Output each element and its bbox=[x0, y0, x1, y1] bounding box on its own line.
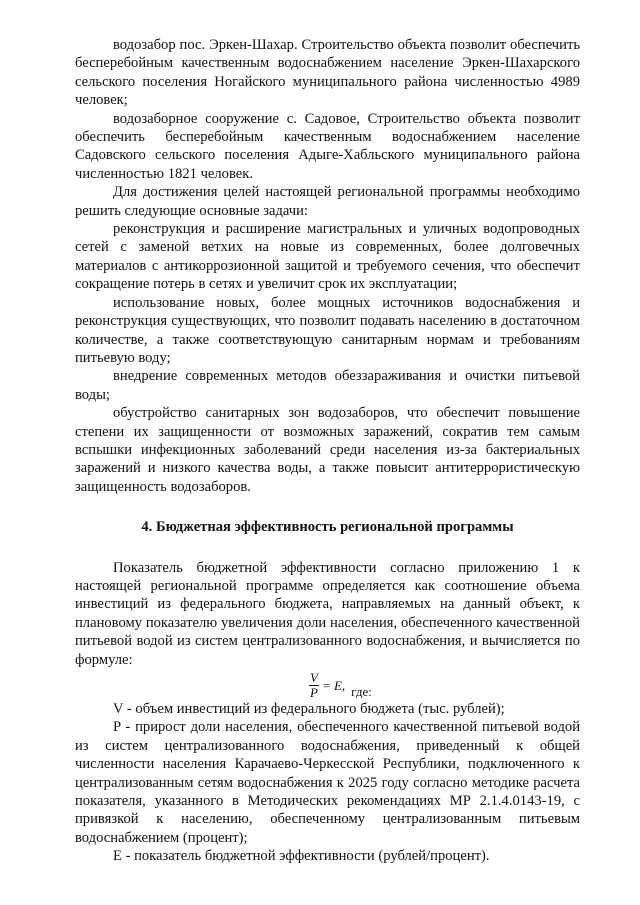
paragraph-erken-shahar: водозабор пос. Эркен-Шахар. Строительство объекта позволит обеспечить бесперебойным качественным водоснабжением население Эркен-Шахарского сельского поселения Ногайского муниципального района численностью 4989 человек; bbox=[75, 37, 580, 109]
definition-e: E - показатель бюджетной эффективности (рублей/процент). bbox=[113, 848, 490, 865]
section-heading: 4. Бюджетная эффективность региональной программы bbox=[141, 519, 514, 536]
paragraph-sadovoe: водозаборное сооружение с. Садовое, Строительство объекта позволит обеспечить бесперебойным качественным водоснабжением население Садовского сельского поселения Адыге-Хабльского муниципального района численностью 1821 человек. bbox=[75, 110, 580, 182]
paragraph-task-reconstruction: реконструкция и расширение магистральных и уличных водопроводных сетей с заменой ветхих на новые из современных, более долговечных материалов с антикоррозионной защитой и требуемого сечения, что обеспечит сокращение потерь в сетях и увеличит срок их эксплуатации; bbox=[75, 221, 580, 293]
formula bbox=[75, 671, 580, 700]
formula-equals: = E, bbox=[321, 677, 346, 693]
definition-p: P - прирост доли населения, обеспеченного качественной питьевой водой из систем централизованного водоснабжения, приведенный к общей численности населения Карачаево-Черкесской Республики, подключенного к централизованным сетям водоснабжения к 2025 году согласно методике расчета показателя, указанного в Методических рекомендациях МР 2.1.4.0143-19, с привязкой к населению, обеспеченному централизованным питьевым водоснабжением (процент); bbox=[75, 719, 580, 846]
formula-numerator: V bbox=[310, 670, 318, 685]
paragraph-task-disinfection: внедрение современных методов обеззараживания и очистки питьевой воды; bbox=[75, 368, 580, 403]
paragraph-task-sanitary-zones: обустройство санитарных зон водозаборов, что обеспечит повышение степени их защищенности от возможных заражений, сократив тем самым вспышки инфекционных заболеваний среди населения из-за бактериальных заражений и низкого качества воды, а также повысит антитеррористическую защищенность водозаборов. bbox=[75, 405, 580, 495]
formula-fraction bbox=[309, 671, 319, 700]
paragraph-task-sources: использование новых, более мощных источников водоснабжения и реконструкция существующих, что позволит подавать населению в достаточном количестве, а также соответствующую санитарным нормам и требованиям питьевую воду; bbox=[75, 294, 580, 366]
definition-v: V - объем инвестиций из федерального бюджета (тыс. рублей); bbox=[113, 701, 505, 717]
paragraph-goals: Для достижения целей настоящей региональной программы необходимо решить следующие основные задачи: bbox=[75, 184, 580, 219]
formula-denominator: P bbox=[310, 685, 318, 700]
paragraph-intro-formula: Показатель бюджетной эффективности согласно приложению 1 к настоящей региональной программе определяется как соотношение объема инвестиций из федерального бюджета, направляемых на данный объект, к плановому показателю увеличения доли населения, обеспеченного качественной питьевой водой из систем централизованного водоснабжения, и вычисляется по формуле: bbox=[75, 559, 580, 668]
formula-suffix: где: bbox=[351, 683, 372, 699]
